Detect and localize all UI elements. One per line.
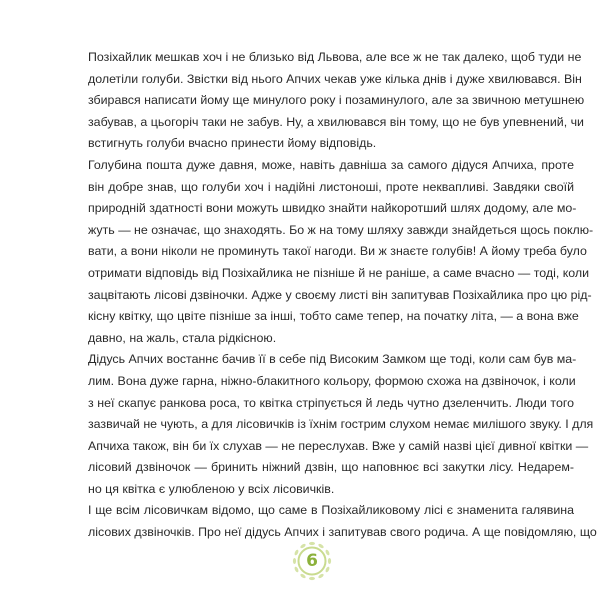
page-body — [74, 47, 597, 544]
text-line: долетіли голуби. Звістки від нього Апчих чекав уже кілька днів і дуже хвилювався. Він — [88, 71, 582, 86]
text-line: кісну квітку, що цвіте пізніше за інші, тобто саме тепер, на початку літа, — а вона вже — [88, 309, 579, 324]
text-line: І ще всім лісовичкам відомо, що саме в Позіхайликовому лісі є знаменита галявина — [88, 503, 574, 518]
text-line: з неї скапує ранкова роса, то квітка стріпується й ледь чутно дзеленчить. Люди того — [88, 395, 574, 410]
text-line: зазвичай не чують, а для лісовичків із їхнім гострим слухом немає милішого звуку. І для — [88, 417, 594, 432]
page-number: 6 — [306, 551, 318, 571]
text-line: забував, а цьогоріч таки не забув. Ну, а хвилювався він тому, що не був упевнений, чи — [88, 114, 584, 129]
text-line: давно, на жаль, стала рідкісною. — [88, 330, 277, 345]
text-line: Апчиха також, він би їх слухав — не переслухав. Вже у самій назві цієї дивної квітки — — [88, 438, 589, 453]
text-line: но ця квітка є улюбленою у всіх лісовичків. — [88, 481, 335, 496]
text-line: збирався написати йому ще минулого року і позаминулого, але за звичною метушнею — [88, 93, 585, 108]
text-line: Позіхайлик мешкав хоч і не близько від Львова, але все ж не так далеко, щоб туди не — [88, 50, 582, 64]
text-line: природній здатності вони можуть швидко знайти найкоротший шлях додому, але мо- — [88, 201, 577, 216]
text-line: Дідусь Апчих востаннє бачив її в себе під Високим Замком ще тоді, коли сам був ма- — [88, 352, 577, 367]
page-number-badge — [291, 540, 333, 582]
text-line: він добре знав, що голуби хоч і надійні листоноші, проте неквапливі. Завдяки своїй — [88, 179, 574, 194]
text-line: лим. Вона дуже гарна, ніжно-блакитного кольору, формою схожа на дзвіночок, і коли — [88, 373, 576, 388]
text-line: зацвітають лісові дзвіночки. Адже у своєму листі він запитував Позіхайлика про цю рід- — [88, 287, 592, 302]
text-line: жуть — не означає, що знаходять. Бо ж на тому шляху завжди знайдеться щось поклю- — [88, 222, 594, 237]
text-line: вати, а вони ніколи не проминуть такої нагоди. Ви ж знаєте голубів! А йому треба було — [88, 244, 587, 259]
text-line: Голубина пошта дуже давня, може, навіть давніша за самого дідуся Апчиха, проте — [88, 157, 574, 172]
paragraph — [74, 349, 594, 500]
paragraph — [74, 155, 594, 349]
text-line: лісовий дзвіночок — бринить ніжний дзвін, що наповнює всі закутки лісу. Недарем- — [88, 460, 574, 475]
paragraph — [74, 47, 585, 155]
text-line: встигнуть голуби вчасно принести йому відповідь. — [88, 136, 377, 151]
text-line: отримати відповідь від Позіхайлика не пізніше й не раніше, а саме вчасно — тоді, коли — [88, 265, 590, 280]
paragraph — [74, 500, 597, 543]
text-line: лісових дзвіночків. Про неї дідусь Апчих і запитував свого родича. А ще повідомляю, що — [88, 525, 597, 540]
